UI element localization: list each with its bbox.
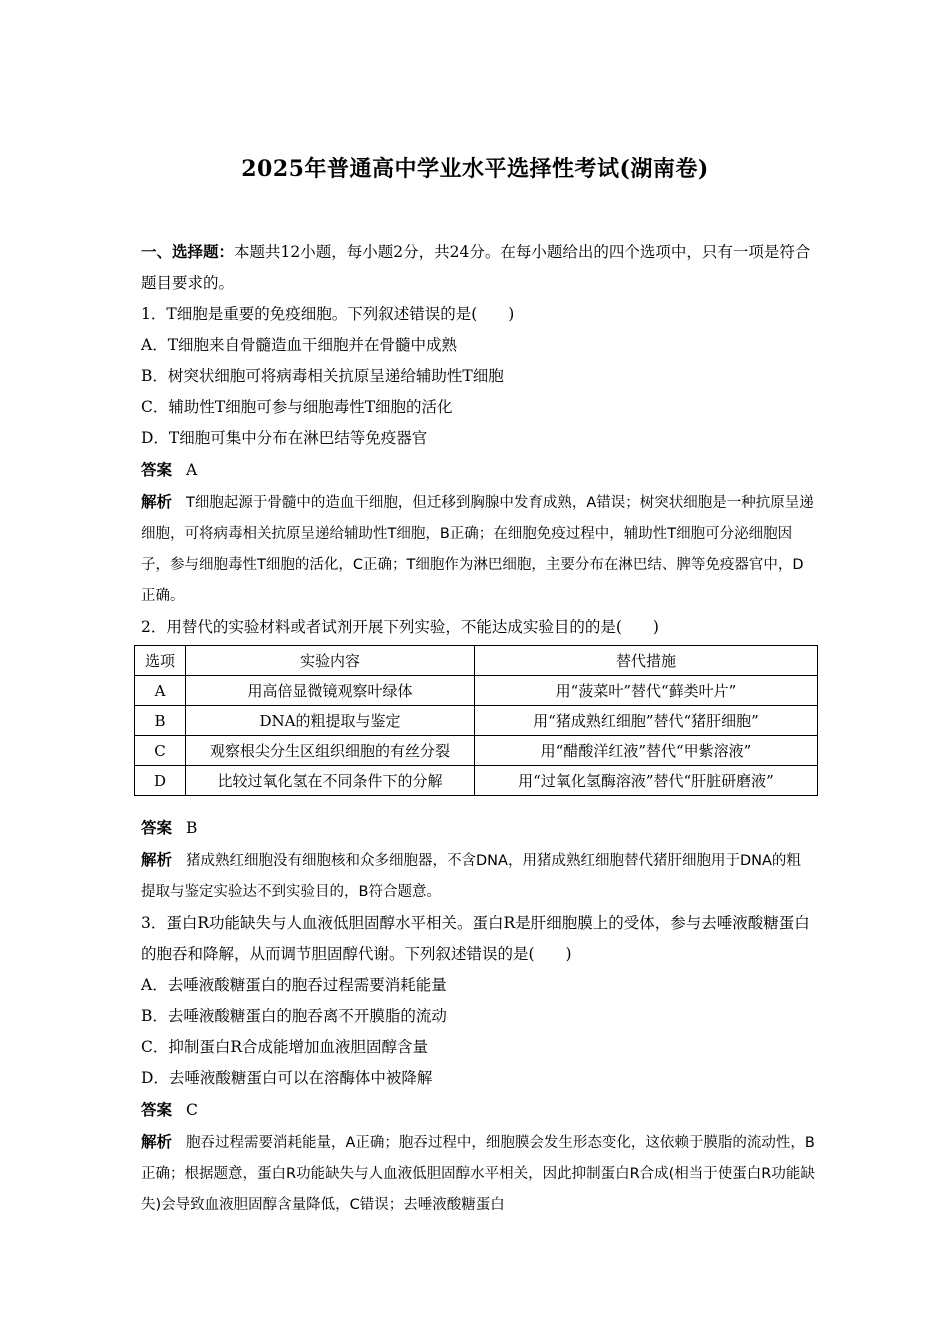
q3-answer (141, 1094, 815, 1126)
table-cell: 用“猪成熟红细胞”替代“猪肝细胞” (475, 706, 818, 736)
table-cell: 用“过氧化氢酶溶液”替代“肝脏研磨液” (475, 766, 818, 796)
answer-label: 答案 (141, 1100, 173, 1119)
answer-label: 答案 (141, 818, 173, 837)
table-header: 实验内容 (186, 646, 475, 676)
page-title: 2025年普通高中学业水平选择性考试(湖南卷) (241, 156, 709, 182)
table-header-row (135, 646, 818, 676)
table-row (135, 706, 818, 736)
table-cell: 比较过氧化氢在不同条件下的分解 (186, 766, 475, 796)
q3-option-d: D．去唾液酸糖蛋白可以在溶酶体中被降解 (141, 1069, 433, 1087)
q1-option-d: D．T细胞可集中分布在淋巴结等免疫器官 (141, 429, 428, 447)
section-text: 本题共12小题，每小题2分，共24分。在每小题给出的四个选项中，只有一项是符合题目要求的。 (141, 243, 811, 292)
analysis-label: 解析 (141, 492, 173, 511)
q3-stem: 3．蛋白R功能缺失与人血液低胆固醇水平相关。蛋白R是肝细胞膜上的受体，参与去唾液酸糖蛋白的胞吞和降解，从而调节胆固醇代谢。下列叙述错误的是( ) (141, 914, 810, 963)
analysis-text: 猪成熟红细胞没有细胞核和众多细胞器，不含DNA，用猪成熟红细胞替代猪肝细胞用于DNA的粗提取与鉴定实验达不到实验目的，B符合题意。 (141, 853, 801, 900)
table-row (135, 766, 818, 796)
table-cell: D (135, 766, 186, 796)
section-label: 一、选择题： (141, 242, 235, 261)
answer-label: 答案 (141, 460, 173, 479)
table-cell: 用高倍显微镜观察叶绿体 (186, 676, 475, 706)
table-cell: 用“菠菜叶”替代“藓类叶片” (475, 676, 818, 706)
analysis-text: 胞吞过程需要消耗能量，A正确；胞吞过程中，细胞膜会发生形态变化，这依赖于膜脂的流动性，B正确；根据题意，蛋白R功能缺失与人血液低胆固醇水平相关，因此抑制蛋白R合成(相当于使蛋白R功能缺失)会导致血液胆固醇含量降低，C错误；去唾液酸糖蛋白 (141, 1135, 815, 1213)
table-cell: C (135, 736, 186, 766)
q2-answer (141, 812, 815, 844)
answer-value: C (186, 1101, 198, 1119)
q3-option-a: A．去唾液酸糖蛋白的胞吞过程需要消耗能量 (141, 976, 447, 994)
table-cell: A (135, 676, 186, 706)
table-cell: 观察根尖分生区组织细胞的有丝分裂 (186, 736, 475, 766)
q2-stem: 2．用替代的实验材料或者试剂开展下列实验，不能达成实验目的的是( ) (141, 618, 659, 636)
table-cell: 用“醋酸洋红液”替代“甲紫溶液” (475, 736, 818, 766)
q1-stem: 1．T细胞是重要的免疫细胞。下列叙述错误的是( ) (141, 305, 515, 323)
table-cell: DNA的粗提取与鉴定 (186, 706, 475, 736)
q1-option-b: B．树突状细胞可将病毒相关抗原呈递给辅助性T细胞 (141, 367, 504, 385)
q1-analysis (141, 486, 815, 612)
q1-answer (141, 454, 815, 486)
table-row (135, 736, 818, 766)
q3-option-b: B．去唾液酸糖蛋白的胞吞离不开膜脂的流动 (141, 1007, 447, 1025)
q1-option-a: A．T细胞来自骨髓造血干细胞并在骨髓中成熟 (141, 336, 458, 354)
experiment-table (134, 645, 818, 796)
answer-value: B (186, 819, 198, 837)
table-header: 选项 (135, 646, 186, 676)
document-body (141, 236, 815, 1221)
q2-analysis (141, 844, 815, 908)
analysis-label: 解析 (141, 850, 173, 869)
q3-analysis (141, 1126, 815, 1221)
answer-value: A (186, 461, 198, 479)
q3-option-c: C．抑制蛋白R合成能增加血液胆固醇含量 (141, 1038, 429, 1056)
analysis-label: 解析 (141, 1132, 173, 1151)
section-intro (141, 236, 815, 299)
analysis-text: T细胞起源于骨髓中的造血干细胞，但迁移到胸腺中发育成熟，A错误；树突状细胞是一种抗原呈递细胞，可将病毒相关抗原呈递给辅助性T细胞，B正确；在细胞免疫过程中，辅助性T细胞可分泌细胞因子，参与细胞毒性T细胞的活化，C正确；T细胞作为淋巴细胞，主要分布在淋巴结、脾等免疫器官中，D正确。 (141, 495, 814, 604)
table-cell: B (135, 706, 186, 736)
table-row (135, 676, 818, 706)
table-header: 替代措施 (475, 646, 818, 676)
q1-option-c: C．辅助性T细胞可参与细胞毒性T细胞的活化 (141, 398, 453, 416)
